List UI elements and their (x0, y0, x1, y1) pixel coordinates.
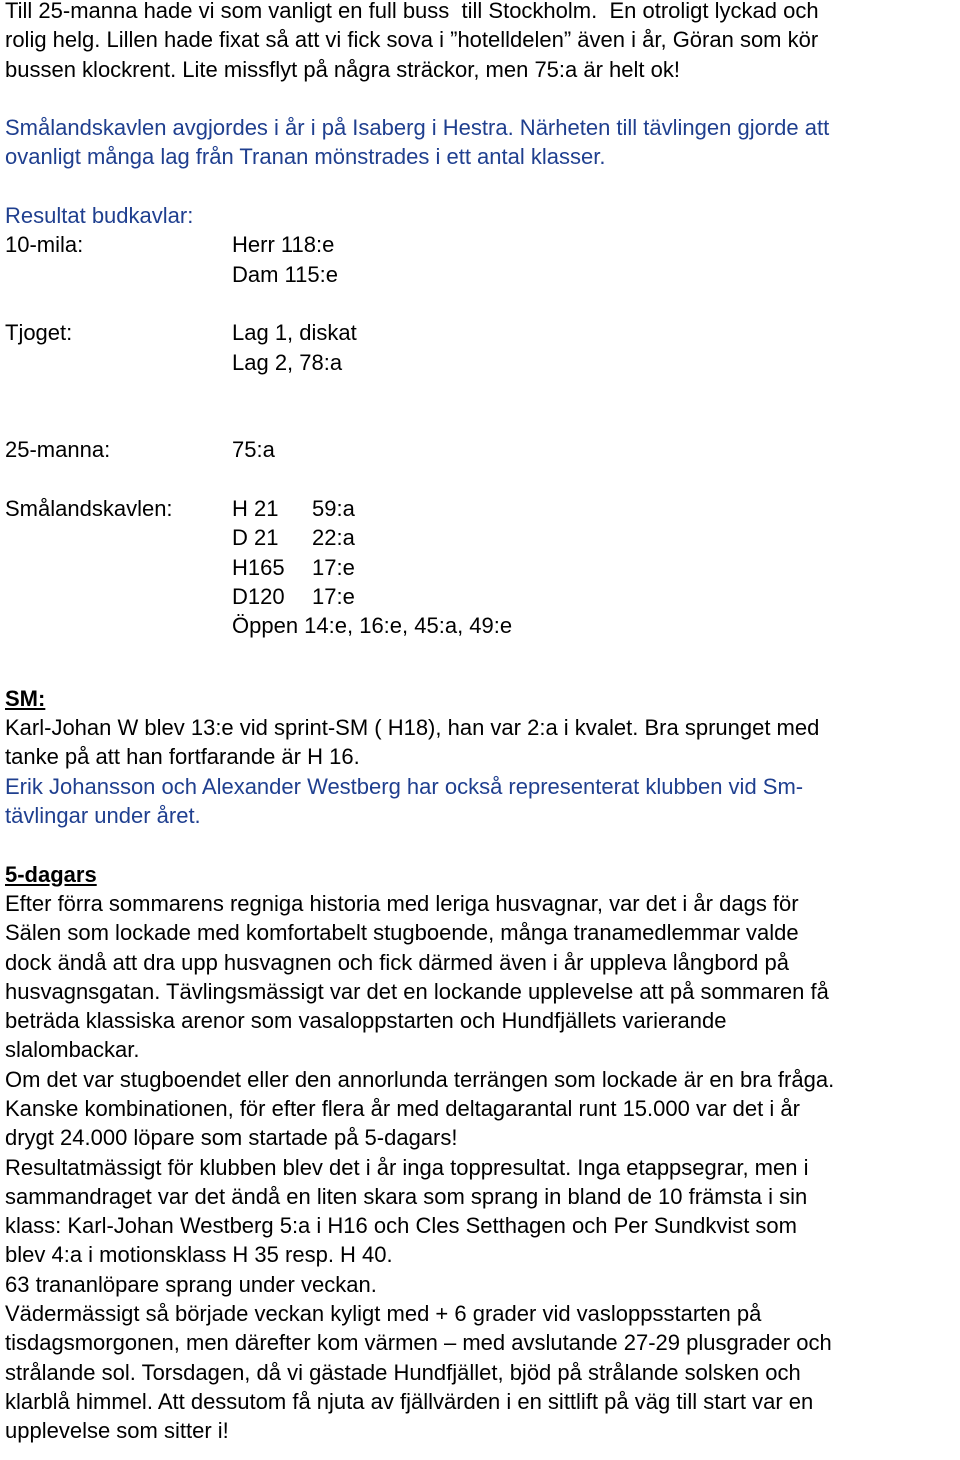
tjoget-lag2: Lag 2, 78:a (232, 349, 343, 375)
fivedays-line: klarblå himmel. Att dessutom få njuta av fjällvärden i en sittlift på väg till start var en (5, 1388, 814, 1414)
tenmila-row-herr (5, 230, 955, 259)
class-cell: D 21 (232, 525, 279, 551)
fivedays-line: dock ändå att dra upp husvagnen och fick därmed även i år uppleva långbord på (5, 949, 789, 975)
sm-line-4: tävlingar under året. (5, 803, 201, 829)
oppen-results: Öppen 14:e, 16:e, 45:a, 49:e (232, 613, 513, 639)
fivedays-line: klass: Karl-Johan Westberg 5:a i H16 och Cles Setthagen och Per Sundkvist som (5, 1213, 797, 1239)
intro-line-3: bussen klockrent. Lite missflyt på några sträckor, men 75:a är helt ok! (5, 56, 680, 82)
class-cell: D120 (232, 583, 285, 609)
smalandskavlen-row-1 (5, 494, 955, 523)
smalandskavlen-row-oppen (5, 611, 955, 640)
fivedays-line: slalombackar. (5, 1037, 140, 1063)
results-heading: Resultat budkavlar: (5, 203, 194, 229)
tenmila-dam: Dam 115:e (232, 261, 338, 287)
place-cell: 17:e (312, 583, 355, 609)
smalandskavlen-label: Smålandskavlen: (5, 496, 173, 522)
tjoget-row-lag2 (5, 348, 955, 377)
intro-line-2: rolig helg. Lillen hade fixat så att vi fick sova i ”hotelldelen” även i år, Göran som kör (5, 27, 819, 53)
fivedays-line: upplevelse som sitter i! (5, 1418, 229, 1444)
tenmila-herr: Herr 118:e (232, 232, 335, 258)
fivedays-line: Om det var stugboendet eller den annorlunda terrängen som lockade är en bra fråga. (5, 1066, 835, 1092)
fivedays-line: beträda klassiska arenor som vasaloppstarten och Hundfjällets varierande (5, 1008, 727, 1034)
sm-line-2: tanke på att han fortfarande är H 16. (5, 744, 360, 770)
sm-heading: SM: (5, 685, 46, 711)
fivedays-line: Kanske kombinationen, för efter flera år med deltagarantal runt 15.000 var det i år (5, 1095, 800, 1121)
fivedays-line: Resultatmässigt för klubben blev det i år inga toppresultat. Inga etappsegrar, men i (5, 1154, 809, 1180)
tjoget-row-lag1 (5, 318, 955, 347)
intro-line-1: Till 25-manna hade vi som vanligt en full buss till Stockholm. En otroligt lyckad och (5, 0, 819, 23)
fivedays-heading: 5-dagars (5, 861, 97, 887)
smalandskavlen-row-4 (5, 582, 955, 611)
document-page (5, 0, 955, 1446)
fivedays-line: husvagnsgatan. Tävlingsmässigt var det en lockande upplevelse att på sommaren få (5, 978, 829, 1004)
tjoget-lag1: Lag 1, diskat (232, 320, 357, 346)
tjoget-label: Tjoget: (5, 320, 73, 346)
fivedays-line: sammandraget var det ändå en liten skara som sprang in bland de 10 främsta i sin (5, 1183, 808, 1209)
fivedays-line: Sälen som lockade med komfortabelt stugboende, många tranamedlemmar valde (5, 920, 799, 946)
fivedays-line: blev 4:a i motionsklass H 35 resp. H 40. (5, 1242, 393, 1268)
fivedays-line: 63 trananlöpare sprang under veckan. (5, 1271, 377, 1297)
class-cell: H 21 (232, 496, 279, 522)
smalandskavlen-row-2 (5, 523, 955, 552)
fivedays-line: drygt 24.000 löpare som startade på 5-dagars! (5, 1125, 458, 1151)
fivedays-line: Vädermässigt så började veckan kyligt med + 6 grader vid vasloppsstarten på (5, 1301, 762, 1327)
tenmila-row-dam (5, 260, 955, 289)
manna25-label: 25-manna: (5, 437, 111, 463)
fivedays-line: Efter förra sommarens regniga historia med leriga husvagnar, var det i år dags för (5, 890, 799, 916)
manna25-row (5, 435, 955, 464)
place-cell: 22:a (312, 525, 355, 551)
sm-line-3: Erik Johansson och Alexander Westberg har också representerat klubben vid Sm- (5, 773, 804, 799)
place-cell: 17:e (312, 554, 355, 580)
smalandskavlen-intro-line-2: ovanligt många lag från Tranan mönstrades i ett antal klasser. (5, 144, 606, 170)
class-cell: H165 (232, 554, 285, 580)
fivedays-line: strålande sol. Torsdagen, då vi gästade Hundfjället, bjöd på strålande solsken och (5, 1359, 801, 1385)
smalandskavlen-row-3 (5, 553, 955, 582)
fivedays-body (5, 889, 955, 1446)
tenmila-label: 10-mila: (5, 232, 84, 258)
fivedays-line: tisdagsmorgonen, men därefter kom värmen – med avslutande 27-29 plusgrader och (5, 1330, 832, 1356)
place-cell: 59:a (312, 496, 355, 522)
sm-line-1: Karl-Johan W blev 13:e vid sprint-SM ( H18), han var 2:a i kvalet. Bra sprunget med (5, 715, 820, 741)
manna25-value: 75:a (232, 437, 275, 463)
smalandskavlen-intro-line-1: Smålandskavlen avgjordes i år i på Isaberg i Hestra. Närheten till tävlingen gjorde att (5, 115, 830, 141)
